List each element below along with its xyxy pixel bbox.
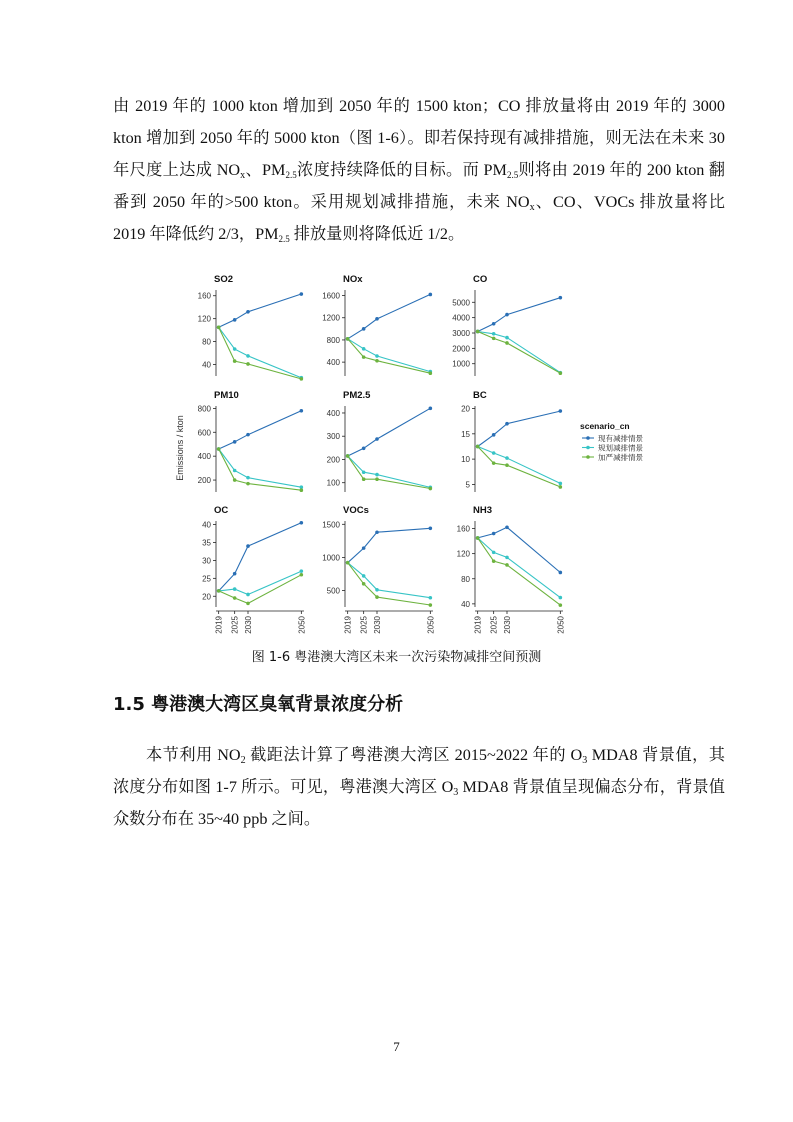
series-line-pm25-0 <box>348 408 431 456</box>
data-point-bc-0 <box>559 409 563 413</box>
data-point-nox-2 <box>429 371 433 375</box>
data-point-pm10-2 <box>300 488 304 492</box>
series-line-pm10-0 <box>219 411 302 449</box>
y-tick-label-bc: 10 <box>461 455 470 465</box>
data-point-pm25-1 <box>362 470 366 474</box>
y-tick-label-nox: 400 <box>326 358 340 368</box>
legend-title: scenario_cn <box>580 421 630 431</box>
y-tick-label-vocs: 1000 <box>322 553 340 563</box>
y-tick-label-co: 5000 <box>452 298 470 308</box>
data-point-vocs-0 <box>429 526 433 530</box>
data-point-pm10-1 <box>233 469 237 473</box>
data-point-nh3-1 <box>559 596 563 600</box>
data-point-pm25-0 <box>375 437 379 441</box>
data-point-co-1 <box>492 332 496 336</box>
data-point-oc-2 <box>300 573 304 577</box>
y-tick-label-pm10: 200 <box>197 476 211 486</box>
series-line-nox-1 <box>348 339 431 372</box>
y-tick-label-bc: 20 <box>461 404 470 414</box>
data-point-nh3-1 <box>492 551 496 555</box>
page-number: 7 <box>393 1039 400 1054</box>
data-point-co-0 <box>559 296 563 300</box>
series-line-co-2 <box>478 332 561 374</box>
data-point-oc-0 <box>300 521 304 525</box>
series-line-co-0 <box>478 298 561 332</box>
data-point-oc-1 <box>300 569 304 573</box>
y-tick-label-nh3: 80 <box>461 574 470 584</box>
y-tick-label-pm25: 400 <box>326 408 340 418</box>
data-point-co-2 <box>476 330 480 334</box>
panel-title-nh3: NH3 <box>473 505 493 516</box>
y-tick-label-oc: 35 <box>202 538 211 548</box>
data-point-vocs-2 <box>375 595 379 599</box>
data-point-nox-2 <box>362 355 366 359</box>
panel-title-oc: OC <box>214 505 229 516</box>
legend-swatch-point <box>586 455 590 459</box>
data-point-co-2 <box>492 337 496 341</box>
y-tick-label-vocs: 500 <box>326 586 340 596</box>
data-point-pm25-0 <box>429 407 433 411</box>
series-line-bc-0 <box>478 411 561 446</box>
y-tick-label-so2: 80 <box>202 337 211 347</box>
data-point-nh3-1 <box>505 556 509 560</box>
legend-label: 加严减排情景 <box>598 453 643 462</box>
y-tick-label-nox: 1600 <box>322 291 340 301</box>
data-point-so2-2 <box>233 359 237 363</box>
y-tick-label-pm25: 100 <box>326 478 340 488</box>
legend-label: 现有减排情景 <box>598 434 643 443</box>
series-line-so2-2 <box>219 327 302 379</box>
data-point-vocs-1 <box>362 574 366 578</box>
data-point-oc-2 <box>246 602 250 606</box>
x-tick-label-nh3: 2050 <box>556 616 566 634</box>
emissions-chart-grid <box>170 262 643 642</box>
y-tick-label-vocs: 1500 <box>322 520 340 530</box>
data-point-bc-2 <box>559 485 563 489</box>
x-tick-label-oc: 2019 <box>214 616 224 634</box>
y-tick-label-oc: 20 <box>202 592 211 602</box>
data-point-nox-2 <box>375 359 379 363</box>
data-point-nh3-2 <box>492 559 496 563</box>
y-tick-label-bc: 15 <box>461 429 470 439</box>
y-tick-label-co: 1000 <box>452 359 470 369</box>
data-point-pm25-2 <box>346 454 350 458</box>
data-point-so2-1 <box>233 347 237 351</box>
data-point-pm10-2 <box>246 482 250 486</box>
x-tick-label-vocs: 2030 <box>373 616 382 634</box>
data-point-vocs-1 <box>429 596 433 600</box>
panel-title-bc: BC <box>473 390 487 401</box>
data-point-vocs-1 <box>375 588 379 592</box>
data-point-pm25-1 <box>375 473 379 477</box>
series-line-pm25-1 <box>348 456 431 487</box>
data-point-so2-2 <box>300 377 304 381</box>
y-tick-label-bc: 5 <box>465 480 470 490</box>
x-tick-label-vocs: 2025 <box>359 616 369 634</box>
data-point-oc-2 <box>217 589 221 593</box>
y-tick-label-nox: 800 <box>326 335 340 345</box>
data-point-bc-1 <box>492 451 496 455</box>
data-point-pm10-1 <box>246 476 250 480</box>
y-tick-label-so2: 120 <box>197 314 211 324</box>
data-point-pm25-0 <box>362 447 366 451</box>
data-point-so2-0 <box>246 310 250 314</box>
series-line-pm25-2 <box>348 456 431 489</box>
y-tick-label-so2: 160 <box>197 291 211 301</box>
x-tick-label-nh3: 2019 <box>473 616 483 634</box>
y-tick-label-oc: 40 <box>202 520 211 530</box>
data-point-bc-2 <box>492 461 496 465</box>
legend-label: 规划减排情景 <box>598 443 643 453</box>
legend-swatch-point <box>586 446 590 450</box>
series-line-vocs-2 <box>348 563 431 605</box>
panel-title-pm10: PM10 <box>214 390 239 401</box>
series-line-vocs-0 <box>348 528 431 562</box>
y-tick-label-pm25: 300 <box>326 432 340 442</box>
y-tick-label-nh3: 120 <box>456 549 470 559</box>
legend-swatch-point <box>586 436 590 440</box>
data-point-co-0 <box>505 313 509 317</box>
data-point-so2-2 <box>246 362 250 366</box>
data-point-nox-0 <box>375 317 379 321</box>
data-point-bc-1 <box>559 482 563 486</box>
data-point-bc-0 <box>492 433 496 437</box>
data-point-vocs-0 <box>362 546 366 550</box>
series-line-nh3-1 <box>478 538 561 598</box>
y-tick-label-nh3: 160 <box>456 524 470 534</box>
data-point-so2-1 <box>246 354 250 358</box>
data-point-bc-0 <box>505 422 509 426</box>
series-line-vocs-1 <box>348 563 431 598</box>
body-paragraph-emissions: 由 2019 年的 1000 kton 增加到 2050 年的 1500 kton；CO 排放量将由 2019 年的 3000 kton 增加到 2050 年的 5000 kton（图 1-6）。即若保持现有减排措施，则无法在未来 30 年尺度上达成 $NO_x$、$PM_{2.5}$浓度持续降低的目标。而 $PM_{2.5}$则将由 2019 年的 200 kton 翻番到 2050 年的>500 kton。采用规划减排措施，未来 $NO_x$、CO、VOCs 排放量将比 2019 年降低约 2/3，$PM_{2.5}$ 排放量则将降低近 1/2。 <box>113 97 725 244</box>
data-point-oc-1 <box>246 593 250 597</box>
y-tick-label-oc: 25 <box>202 574 211 584</box>
data-point-oc-2 <box>233 596 237 600</box>
emissions-figure <box>170 262 643 642</box>
data-point-oc-0 <box>233 572 237 576</box>
data-point-pm25-2 <box>362 477 366 481</box>
data-point-pm25-2 <box>375 477 379 481</box>
series-line-pm10-1 <box>219 449 302 487</box>
data-point-co-0 <box>492 322 496 326</box>
data-point-so2-2 <box>217 325 221 329</box>
data-point-nh3-2 <box>476 536 480 540</box>
data-point-vocs-2 <box>362 582 366 586</box>
data-point-nox-2 <box>346 337 350 341</box>
series-line-nh3-0 <box>478 527 561 572</box>
panel-title-vocs: VOCs <box>343 505 369 516</box>
y-tick-label-so2: 40 <box>202 360 211 370</box>
data-point-oc-0 <box>246 544 250 548</box>
data-point-bc-2 <box>505 463 509 467</box>
figure-caption: 图 1-6 粤港澳大湾区未来一次污染物减排空间预测 <box>251 650 542 665</box>
data-point-pm10-2 <box>233 478 237 482</box>
x-tick-label-vocs: 2050 <box>426 616 436 634</box>
series-line-nh3-2 <box>478 538 561 605</box>
data-point-nox-0 <box>362 327 366 331</box>
data-point-nox-0 <box>429 293 433 297</box>
x-tick-label-oc: 2050 <box>297 616 307 634</box>
y-tick-label-nh3: 40 <box>461 599 470 609</box>
x-tick-label-oc: 2025 <box>230 616 240 634</box>
data-point-pm10-0 <box>300 409 304 413</box>
data-point-co-2 <box>505 341 509 345</box>
data-point-pm25-2 <box>429 487 433 491</box>
y-tick-label-pm10: 800 <box>197 404 211 414</box>
data-point-so2-0 <box>233 318 237 322</box>
data-point-nh3-2 <box>505 563 509 567</box>
section-heading: 1.5 粤港澳大湾区臭氧背景浓度分析 <box>113 694 404 715</box>
data-point-so2-0 <box>300 292 304 296</box>
data-point-bc-1 <box>505 456 509 460</box>
data-point-bc-2 <box>476 445 480 449</box>
y-tick-label-co: 3000 <box>452 329 470 338</box>
data-point-co-2 <box>559 371 563 375</box>
data-point-co-1 <box>505 336 509 340</box>
y-tick-label-nox: 1200 <box>322 313 340 323</box>
y-tick-label-pm10: 400 <box>197 452 211 462</box>
y-tick-label-pm10: 600 <box>197 428 211 438</box>
data-point-nh3-0 <box>559 571 563 575</box>
data-point-nh3-2 <box>559 603 563 607</box>
y-axis-label: Emissions / kton <box>175 415 185 481</box>
data-point-pm10-0 <box>246 433 250 437</box>
data-point-pm10-0 <box>233 440 237 444</box>
x-tick-label-nh3: 2025 <box>489 616 499 634</box>
series-line-bc-2 <box>478 447 561 487</box>
data-point-nh3-0 <box>492 532 496 536</box>
series-line-bc-1 <box>478 447 561 484</box>
series-line-nox-0 <box>348 294 431 338</box>
series-line-pm10-2 <box>219 449 302 490</box>
y-tick-label-oc: 30 <box>202 556 211 566</box>
panel-title-co: CO <box>473 274 488 285</box>
x-tick-label-oc: 2030 <box>244 616 253 634</box>
data-point-pm10-2 <box>217 447 221 451</box>
y-tick-label-co: 4000 <box>452 313 470 323</box>
data-point-nox-1 <box>375 354 379 358</box>
data-point-oc-1 <box>233 587 237 591</box>
data-point-vocs-2 <box>429 603 433 607</box>
data-point-nh3-0 <box>505 525 509 529</box>
data-point-vocs-2 <box>346 561 350 565</box>
series-line-oc-1 <box>219 571 302 594</box>
series-line-so2-0 <box>219 294 302 327</box>
y-tick-label-co: 2000 <box>452 344 470 354</box>
y-tick-label-pm25: 200 <box>326 455 340 465</box>
panel-title-pm25: PM2.5 <box>343 390 371 401</box>
data-point-nox-1 <box>362 347 366 351</box>
x-tick-label-vocs: 2019 <box>343 616 353 634</box>
data-point-vocs-0 <box>375 530 379 534</box>
series-line-oc-0 <box>219 523 302 591</box>
body-paragraph-ozone: 本节利用 $NO_2$ 截距法计算了粤港澳大湾区 2015~2022 年的 $O_3$ MDA8 背景值，其浓度分布如图 1-7 所示。可见，粤港澳大湾区 $O_3$ MDA8 背景值呈现偏态分布，背景值众数分布在 35~40 ppb 之间。 <box>113 746 725 828</box>
x-tick-label-nh3: 2030 <box>503 616 512 634</box>
panel-title-nox: NOx <box>343 274 363 285</box>
panel-title-so2: SO2 <box>214 274 234 285</box>
